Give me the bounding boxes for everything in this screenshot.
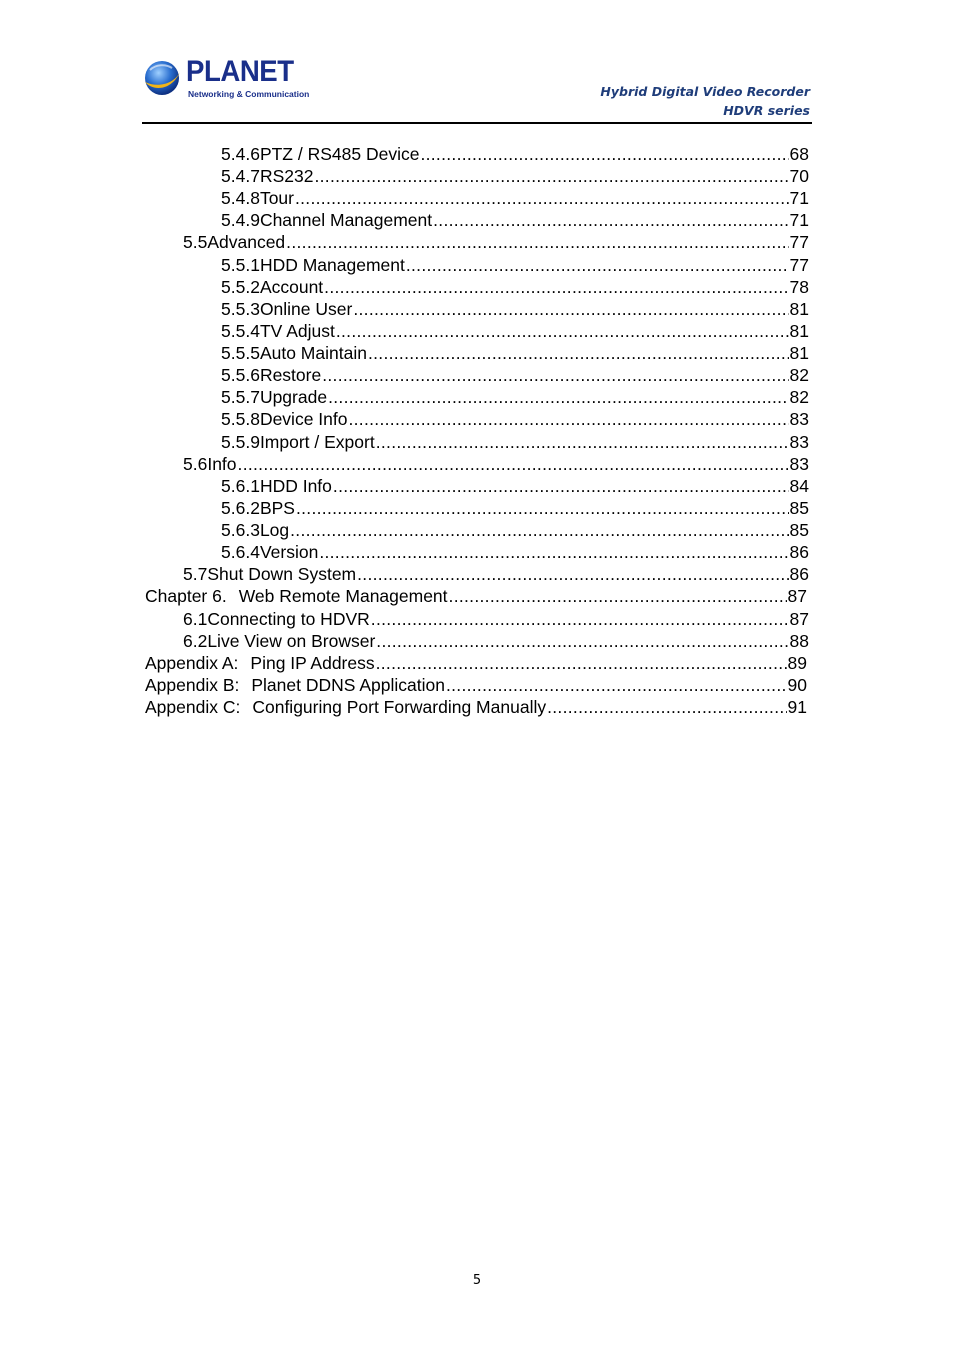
toc-entry-number: Appendix B: <box>145 674 240 695</box>
toc-entry[interactable] <box>145 585 807 607</box>
toc-entry-title: Live View on Browser <box>207 630 376 651</box>
toc-entry-number: 5.6.1 <box>221 475 260 496</box>
toc-entry-number: 5.6.4 <box>221 542 260 563</box>
toc-entry-title: Configuring Port Forwarding Manually <box>252 697 547 717</box>
product-title <box>600 82 810 120</box>
toc-entry-page: 77 <box>789 254 809 275</box>
toc-entry[interactable] <box>183 608 809 630</box>
toc-entry-title: Upgrade <box>259 387 328 408</box>
toc-dot-leader <box>322 364 788 386</box>
toc-dot-leader <box>420 143 788 165</box>
toc-dot-leader <box>547 696 786 718</box>
toc-dot-leader <box>371 608 789 630</box>
toc-entry-title: Advanced <box>207 232 286 253</box>
toc-entry[interactable] <box>221 541 809 563</box>
toc-entry-number: 5.4.9 <box>221 210 260 231</box>
toc-entry-page: 85 <box>789 497 809 518</box>
toc-entry[interactable] <box>221 209 809 231</box>
toc-entry-number: 5.4.7 <box>221 166 260 187</box>
toc-entry-number: 5.6.2 <box>221 497 260 518</box>
toc-entry-page: 86 <box>789 542 809 563</box>
toc-entry-title: Log <box>259 520 290 541</box>
toc-dot-leader <box>319 541 788 563</box>
toc-entry-number: 5.5.5 <box>221 343 260 364</box>
toc-entry-title: HDD Info <box>259 475 332 496</box>
toc-entry[interactable] <box>221 342 809 364</box>
toc-dot-leader <box>295 187 789 209</box>
toc-entry[interactable] <box>221 298 809 320</box>
toc-dot-leader <box>446 674 787 696</box>
toc-entry-page: 68 <box>789 144 809 164</box>
toc-entry[interactable] <box>221 187 809 209</box>
toc-entry-page: 81 <box>789 298 809 319</box>
toc-entry[interactable] <box>221 320 809 342</box>
toc-entry-number: Chapter 6. <box>145 586 227 607</box>
product-line-1: Hybrid Digital Video Recorder <box>600 84 810 99</box>
toc-entry[interactable] <box>183 453 809 475</box>
toc-entry-title: Info <box>207 453 237 474</box>
toc-entry[interactable] <box>221 364 809 386</box>
toc-entry-title: Device Info <box>259 409 348 430</box>
toc-entry-number: 5.4.8 <box>221 188 260 209</box>
toc-entry-number: 5.5.2 <box>221 276 260 297</box>
toc-dot-leader <box>348 408 788 430</box>
toc-entry-number: 5.5.1 <box>221 254 260 275</box>
toc-dot-leader <box>286 231 788 253</box>
toc-entry-page: 71 <box>789 188 809 209</box>
toc-dot-leader <box>376 630 788 652</box>
toc-entry-page: 81 <box>789 320 809 341</box>
toc-entry-page: 87 <box>787 586 807 607</box>
toc-entry-title: Restore <box>259 365 322 386</box>
toc-entry-page: 86 <box>789 564 809 585</box>
toc-entry-page: 82 <box>789 387 809 408</box>
toc-entry-page: 84 <box>789 475 809 496</box>
toc-entry-number: 5.6.3 <box>221 520 260 541</box>
toc-entry-page: 91 <box>787 697 807 717</box>
toc-dot-leader <box>238 453 789 475</box>
toc-entry-title: HDD Management <box>259 254 405 275</box>
toc-dot-leader <box>368 342 789 364</box>
toc-entry[interactable] <box>183 563 809 585</box>
globe-icon <box>142 58 182 98</box>
toc-entry-title: Planet DDNS Application <box>251 674 445 695</box>
header-divider <box>142 122 812 124</box>
planet-logo <box>142 54 310 100</box>
toc-entry[interactable] <box>221 431 809 453</box>
toc-entry[interactable] <box>221 276 809 298</box>
product-line-2: HDVR series <box>723 103 810 118</box>
toc-entry[interactable] <box>221 165 809 187</box>
toc-dot-leader <box>290 519 788 541</box>
toc-dot-leader <box>449 585 787 607</box>
toc-dot-leader <box>406 254 789 276</box>
toc-entry-page: 83 <box>789 409 809 430</box>
toc-entry-title: Account <box>259 276 324 297</box>
page-header <box>142 52 812 122</box>
toc-entry-title: Ping IP Address <box>250 652 375 673</box>
toc-entry-number: Appendix A: <box>145 652 239 673</box>
toc-entry-number: 5.5.3 <box>221 298 260 319</box>
toc-entry-title: Tour <box>259 188 294 209</box>
toc-entry-title: RS232 <box>259 166 314 187</box>
toc-dot-leader <box>353 298 788 320</box>
toc-entry[interactable] <box>145 674 807 696</box>
toc-entry[interactable] <box>145 652 807 674</box>
toc-entry[interactable] <box>221 497 809 519</box>
toc-entry-number: 5.5.6 <box>221 365 260 386</box>
toc-entry-page: 87 <box>789 608 809 629</box>
toc-entry-number: 5.5.4 <box>221 320 260 341</box>
toc-entry-page: 70 <box>789 166 809 187</box>
toc-entry[interactable] <box>221 408 809 430</box>
toc-entry-title: Version <box>259 542 319 563</box>
toc-entry-number: 6.2 <box>183 630 208 651</box>
toc-entry-number: 5.5.7 <box>221 387 260 408</box>
toc-entry-title: Import / Export <box>259 431 375 452</box>
toc-dot-leader <box>357 563 788 585</box>
toc-entry-page: 78 <box>789 276 809 297</box>
toc-entry-title: BPS <box>259 497 295 518</box>
toc-dot-leader <box>376 652 787 674</box>
toc-dot-leader <box>296 497 789 519</box>
toc-entry[interactable] <box>221 475 809 497</box>
toc-entry-title: PTZ / RS485 Device <box>259 144 420 164</box>
page-number: 5 <box>472 1273 482 1288</box>
toc-entry[interactable] <box>221 519 809 541</box>
toc-entry-number: 5.5 <box>183 232 208 253</box>
toc-entry-page: 83 <box>789 453 809 474</box>
toc-entry-page: 85 <box>789 520 809 541</box>
toc-entry-title: Web Remote Management <box>238 586 448 607</box>
toc-entry-page: 88 <box>789 630 809 651</box>
toc-entry-page: 89 <box>787 652 807 673</box>
toc-entry[interactable] <box>221 386 809 408</box>
toc-entry-number: 5.6 <box>183 453 208 474</box>
toc-dot-leader <box>333 475 789 497</box>
toc-entry-title: Connecting to HDVR <box>207 608 370 629</box>
brand-tagline: Networking & Communication <box>188 89 310 99</box>
toc-entry-title: Channel Management <box>259 210 433 231</box>
toc-entry-title: Shut Down System <box>207 564 357 585</box>
toc-dot-leader <box>324 276 788 298</box>
toc-entry-page: 71 <box>789 210 809 231</box>
toc-entry-page: 81 <box>789 343 809 364</box>
toc-entry-page: 83 <box>789 431 809 452</box>
toc-entry-number: Appendix C: <box>145 697 241 717</box>
toc-entry-number: 5.4.6 <box>221 144 260 164</box>
toc-entry-page: 77 <box>789 232 809 253</box>
toc-entry[interactable] <box>183 231 809 253</box>
toc-entry[interactable] <box>183 630 809 652</box>
toc-entry-title: Auto Maintain <box>259 343 367 364</box>
toc-dot-leader <box>314 165 788 187</box>
toc-dot-leader <box>328 386 788 408</box>
toc-entry[interactable] <box>221 143 809 165</box>
brand-name: PLANET <box>186 55 294 88</box>
toc-dot-leader <box>376 431 789 453</box>
toc-entry[interactable] <box>145 696 807 718</box>
toc-entry-page: 82 <box>789 365 809 386</box>
toc-entry-number: 5.7 <box>183 564 208 585</box>
toc-entry-page: 90 <box>787 674 807 695</box>
toc-entry-number: 5.5.9 <box>221 431 260 452</box>
toc-dot-leader <box>433 209 788 231</box>
toc-entry-number: 6.1 <box>183 608 208 629</box>
toc-dot-leader <box>336 320 789 342</box>
toc-entry-title: TV Adjust <box>259 320 335 341</box>
toc-entry-number: 5.5.8 <box>221 409 260 430</box>
toc-entry[interactable] <box>221 254 809 276</box>
toc-entry-title: Online User <box>259 298 353 319</box>
